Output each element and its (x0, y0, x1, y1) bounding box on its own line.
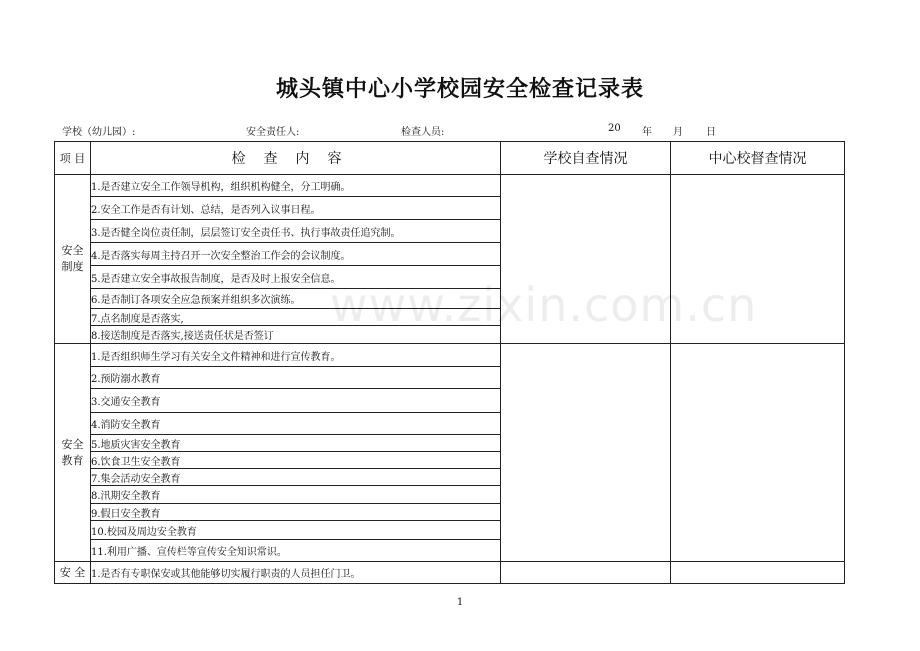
watermark: www.zixin.com.cn (330, 278, 758, 332)
table-header-row (55, 142, 845, 175)
header-item: 项 目 (55, 142, 91, 175)
check-item: 7.点名制度是否落实, (91, 309, 501, 326)
check-item: 7.集会活动安全教育 (91, 469, 501, 486)
header-self-check: 学校自查情况 (501, 142, 671, 175)
inspection-table (54, 141, 845, 584)
check-item: 11.利用广播、宣传栏等宣传安全知识常识。 (91, 540, 501, 562)
school-label: 学校（幼儿园）: (62, 127, 136, 138)
date-day-unit: 日 (706, 127, 716, 138)
page-number: 1 (456, 597, 464, 608)
section-label-line: 安全 (61, 244, 84, 257)
check-item: 2.安全工作是否有计划、总结，是否列入议事日程。 (91, 197, 501, 220)
section-label-line: 教育 (61, 453, 84, 467)
self-check-cell[interactable] (501, 562, 671, 584)
check-item: 6.是否制订各项安全应急预案并组织多次演练。 (91, 289, 501, 309)
section-label (55, 344, 91, 562)
check-item: 6.饮食卫生安全教育 (91, 452, 501, 469)
page-title: 城头镇中心小学校园安全检查记录表 (275, 77, 644, 102)
check-item: 1.是否组织师生学习有关安全文件精神和进行宣传教育。 (91, 344, 501, 367)
check-item: 3.交通安全教育 (91, 389, 501, 413)
date-month-unit: 月 (673, 127, 683, 138)
supervision-cell[interactable] (671, 562, 845, 584)
table-row (55, 562, 845, 584)
section-label (55, 562, 91, 584)
table-row (55, 344, 845, 367)
supervision-cell[interactable] (671, 344, 845, 562)
section-label-line: 制度 (61, 260, 84, 273)
safety-officer-label: 安全责任人: (246, 127, 300, 138)
check-item: 9.假日安全教育 (91, 504, 501, 521)
check-item: 1.是否有专职保安或其他能够切实履行职责的人员担任门卫。 (91, 562, 501, 584)
check-item: 1.是否建立安全工作领导机构，组织机构健全，分工明确。 (91, 175, 501, 197)
check-item: 4.是否落实每周主持召开一次安全整治工作会的会议制度。 (91, 243, 501, 266)
inspector-label: 检查人员: (401, 127, 445, 138)
check-item: 5.是否建立安全事故报告制度，是否及时上报安全信息。 (91, 266, 501, 289)
date-year: 20 (608, 123, 621, 134)
check-item: 2.预防溺水教育 (91, 367, 501, 389)
table-row (55, 175, 845, 197)
check-item: 8.接送制度是否落实,接送责任状是否签订 (91, 326, 501, 344)
header-supervision: 中心校督查情况 (671, 142, 845, 175)
check-item: 4.消防安全教育 (91, 413, 501, 435)
check-item: 3.是否健全岗位责任制，层层签订安全责任书、执行事故责任追究制。 (91, 220, 501, 243)
check-item: 5.地质灾害安全教育 (91, 435, 501, 452)
self-check-cell[interactable] (501, 344, 671, 562)
check-item: 10.校园及周边安全教育 (91, 521, 501, 540)
section-label (55, 175, 91, 344)
section-label-line: 安 全 (59, 565, 86, 579)
date-year-unit: 年 (642, 127, 652, 138)
check-item: 8.汛期安全教育 (91, 486, 501, 504)
header-content: 检查内容 (91, 142, 501, 175)
section-label-line: 安全 (61, 437, 84, 451)
